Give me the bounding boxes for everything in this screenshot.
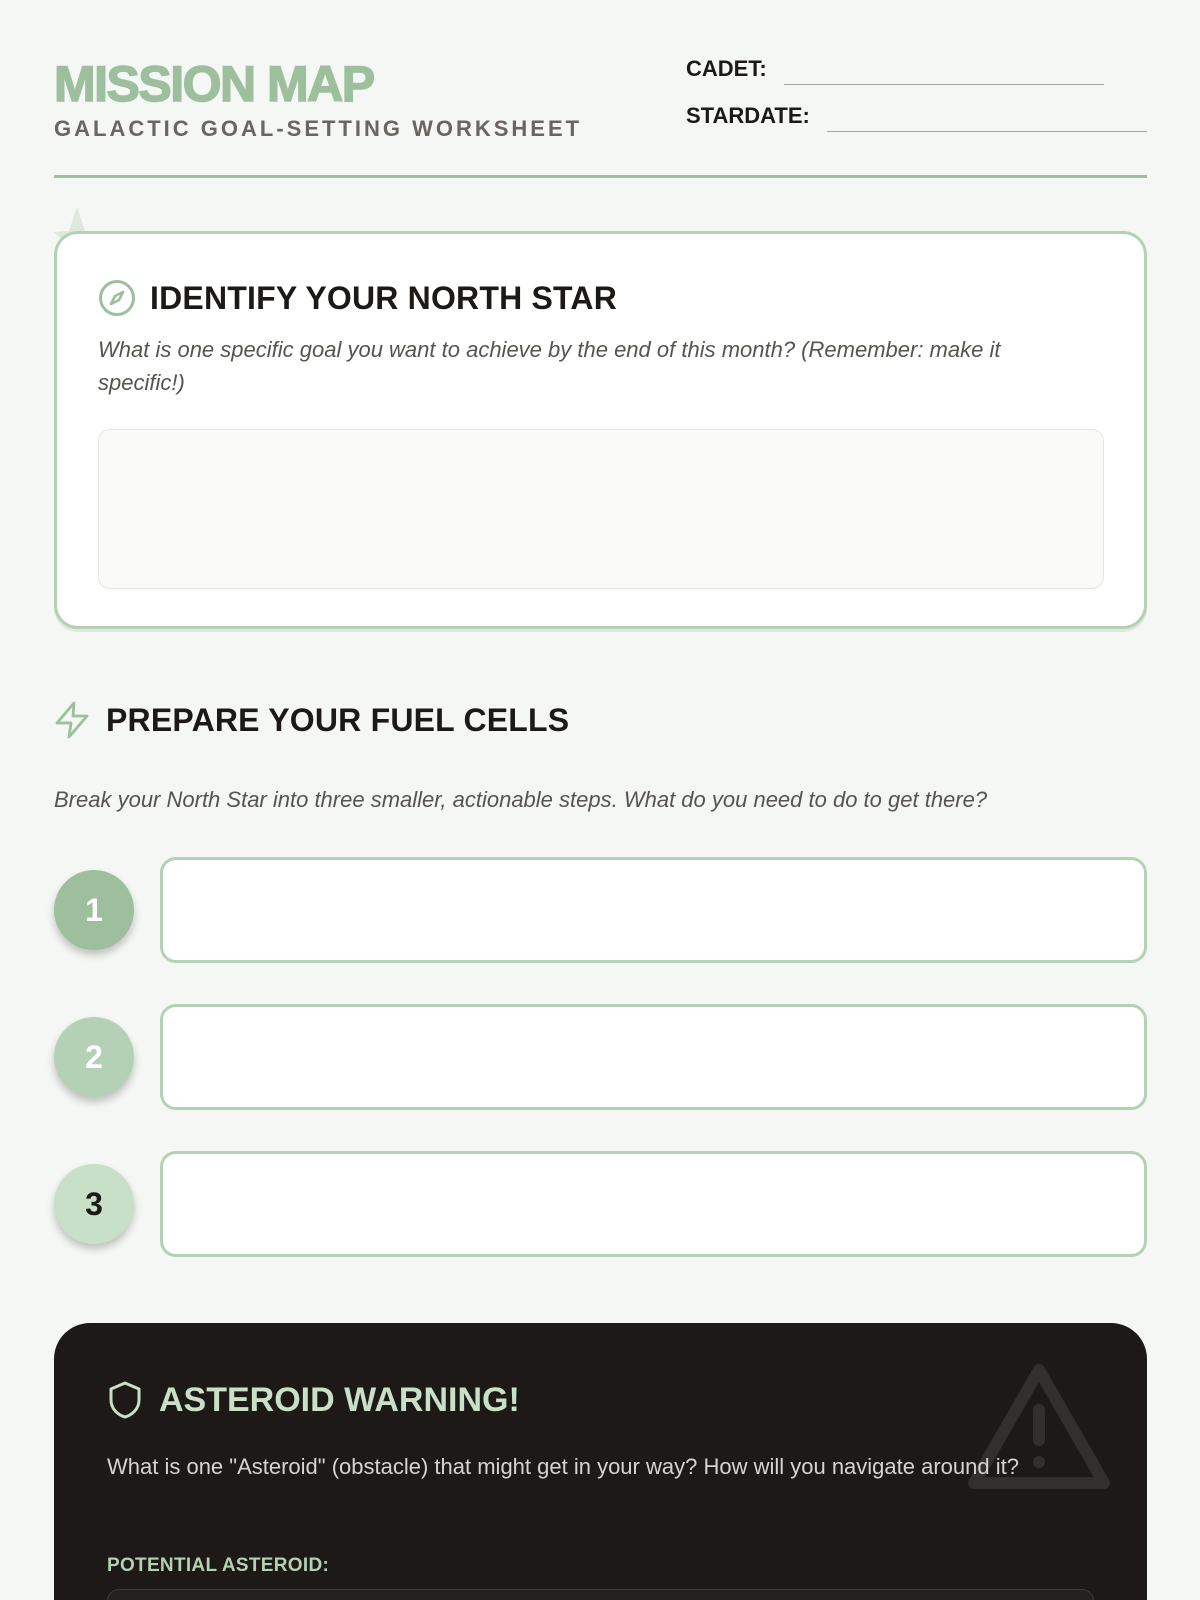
cadet-input-line[interactable] — [784, 84, 1104, 85]
shield-icon — [107, 1380, 143, 1420]
fuel-cells-heading — [54, 701, 569, 739]
step-input-1[interactable] — [160, 857, 1147, 963]
stardate-input-line[interactable] — [827, 131, 1147, 132]
asteroid-warning-panel — [54, 1323, 1147, 1600]
fuel-cells-title: PREPARE YOUR FUEL CELLS — [106, 702, 570, 738]
step-input-2[interactable] — [160, 1004, 1147, 1110]
step-number-1: 1 — [54, 870, 134, 950]
asteroid-heading — [107, 1380, 520, 1420]
page-title: MISSION MAP — [54, 56, 374, 112]
worksheet-page — [54, 0, 1147, 1600]
north-star-prompt: What is one specific goal you want to achieve by the end of this month? (Remember: make it specific!) — [98, 337, 1001, 395]
asteroid-title: ASTEROID WARNING! — [159, 1381, 520, 1419]
north-star-heading — [98, 279, 617, 317]
north-star-title: IDENTIFY YOUR NORTH STAR — [150, 280, 618, 316]
stardate-label: STARDATE: — [686, 103, 810, 128]
step-number-2: 2 — [54, 1017, 134, 1097]
lightning-icon — [54, 701, 90, 739]
step-number-3: 3 — [54, 1164, 134, 1244]
cadet-label: CADET: — [686, 56, 767, 81]
step-input-3[interactable] — [160, 1151, 1147, 1257]
fuel-cells-prompt: Break your North Star into three smaller, actionable steps. What do you need to do to get there? — [54, 787, 988, 812]
potential-asteroid-label: POTENTIAL ASTEROID: — [107, 1555, 330, 1576]
compass-icon — [98, 279, 136, 317]
header — [54, 0, 1147, 178]
asteroid-prompt: What is one "Asteroid" (obstacle) that might get in your way? How will you navigate around it? — [107, 1454, 1019, 1479]
potential-asteroid-input[interactable] — [107, 1589, 1094, 1600]
north-star-card — [54, 231, 1147, 629]
north-star-answer-box[interactable] — [98, 429, 1104, 589]
page-subtitle: GALACTIC GOAL-SETTING WORKSHEET — [54, 116, 583, 141]
